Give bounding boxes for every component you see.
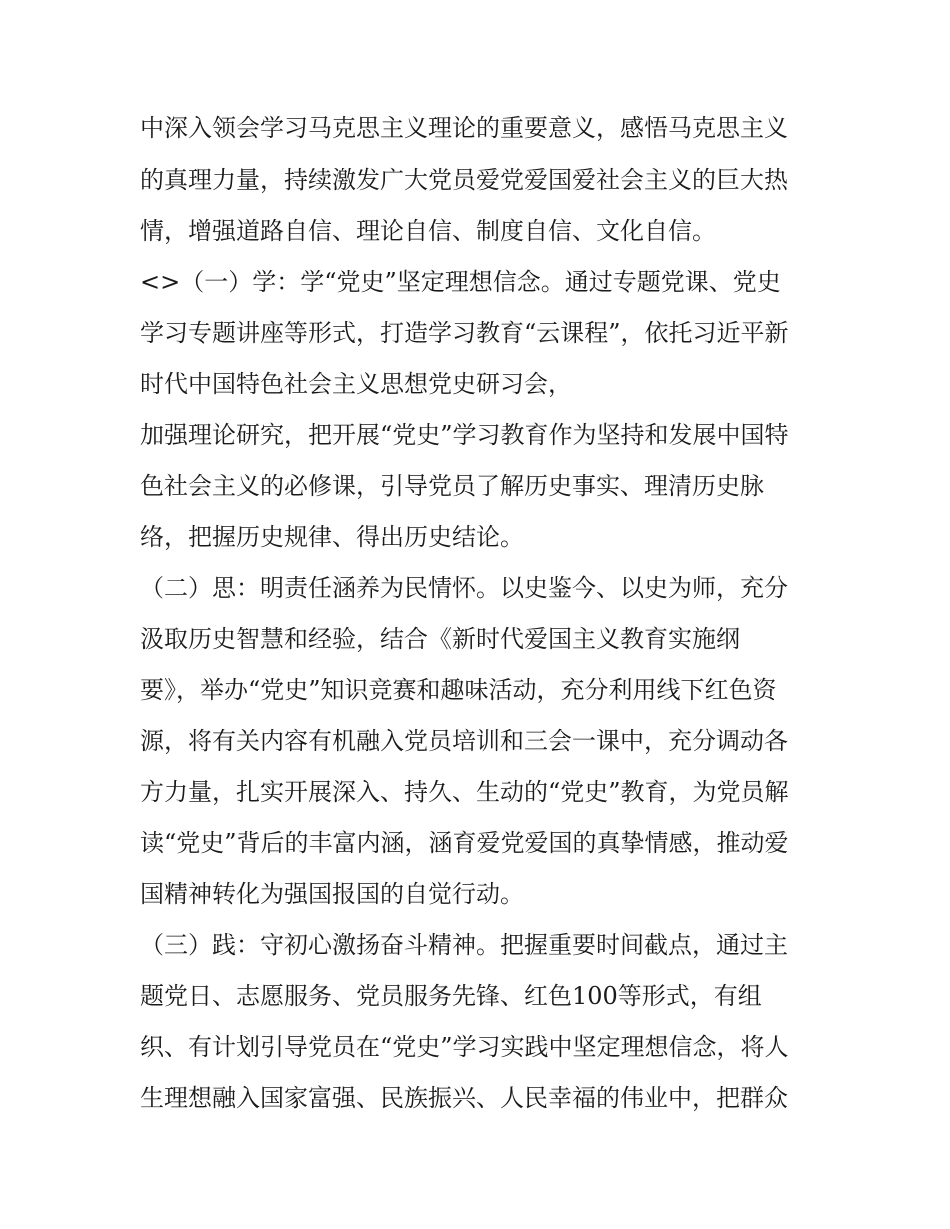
text-line: 时代中国特色社会主义思想党史研习会， <box>140 370 572 398</box>
text-line: 源，将有关内容有机融入党员培训和三会一课中，充分调动各 <box>140 727 788 755</box>
text-line: 色社会主义的必修课，引导党员了解历史事实、理清历史脉 <box>140 472 764 500</box>
section-one-heading-line: <>（一）学：学“党史”坚定理想信念。通过专题党课、党史 <box>140 268 781 296</box>
text-line: 学习专题讲座等形式，打造学习教育“云课程”，依托习近平新 <box>140 319 789 347</box>
text-line: 情，增强道路自信、理论自信、制度自信、文化自信。 <box>140 217 716 245</box>
text-line: 中深入领会学习马克思主义理论的重要意义，感悟马克思主义 <box>140 114 788 142</box>
text-line: 题党日、志愿服务、党员服务先锋、红色100等形式，有组 <box>140 982 762 1010</box>
section-two-heading-line: （二）思：明责任涵养为民情怀。以史鉴今、以史为师，充分 <box>140 574 788 602</box>
text-line: 生理想融入国家富强、民族振兴、人民幸福的伟业中，把群众 <box>140 1084 788 1112</box>
text-line: 织、有计划引导党员在“党史”学习实践中坚定理想信念，将人 <box>140 1033 789 1061</box>
text-line: 方力量，扎实开展深入、持久、生动的“党史”教育，为党员解 <box>140 778 789 806</box>
text-line: 加强理论研究，把开展“党史”学习教育作为坚持和发展中国特 <box>140 421 789 449</box>
section-three-heading-line: （三）践：守初心激扬奋斗精神。把握重要时间截点，通过主 <box>140 931 788 959</box>
text-line: 络，把握历史规律、得出历史结论。 <box>140 523 524 551</box>
text-line: 国精神转化为强国报国的自觉行动。 <box>140 880 524 908</box>
text-line: 的真理力量，持续激发广大党员爱党爱国爱社会主义的巨大热 <box>140 166 788 194</box>
text-line: 汲取历史智慧和经验，结合《新时代爱国主义教育实施纲 <box>140 625 740 653</box>
text-line: 要》，举办“党史”知识竞赛和趣味活动，充分利用线下红色资 <box>140 676 777 704</box>
text-line: 读“党史”背后的丰富内涵，涵育爱党爱国的真挚情感，推动爱 <box>140 829 789 857</box>
